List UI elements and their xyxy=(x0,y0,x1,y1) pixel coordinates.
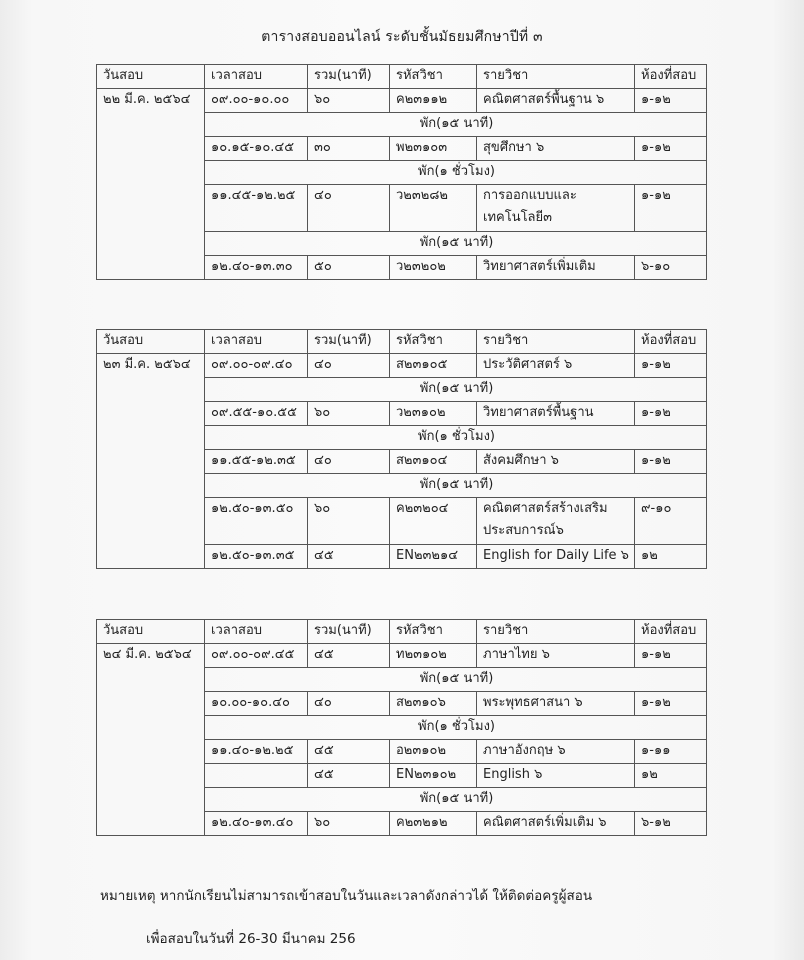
subject-code: ท๒๓๑๐๒ xyxy=(390,644,477,668)
exam-time: ๑๒.๔๐-๑๓.๓๐ xyxy=(205,256,308,280)
exam-time: ๑๒.๕๐-๑๓.๓๕ xyxy=(205,545,308,569)
exam-time: ๑๑.๔๐-๑๒.๒๕ xyxy=(205,740,308,764)
header-room: ห้องที่สอบ xyxy=(635,65,707,89)
break-label: พัก(๑ ชั่วโมง) xyxy=(205,716,707,740)
break-label: พัก(๑๕ นาที) xyxy=(205,788,707,812)
subject-code: ค๒๓๒๑๒ xyxy=(390,812,477,836)
exam-minutes: ๔๕ xyxy=(308,545,390,569)
exam-room: ๙-๑๐ xyxy=(635,498,707,545)
header-code: รหัสวิชา xyxy=(390,330,477,354)
subject-code: ค๒๓๑๑๒ xyxy=(390,89,477,113)
subject-name: English ๖ xyxy=(477,764,635,788)
exam-minutes: ๔๕ xyxy=(308,644,390,668)
exam-minutes: ๔๐ xyxy=(308,185,390,232)
note-makeup-dates: เพื่อสอบในวันที่ 26-30 มีนาคม 256 xyxy=(146,931,356,947)
subject-code: ส๒๓๑๐๖ xyxy=(390,692,477,716)
exam-minutes: ๓๐ xyxy=(308,137,390,161)
exam-room: ๑-๑๒ xyxy=(635,185,707,232)
header-row xyxy=(97,620,707,644)
subject-code: ว๒๓๑๐๒ xyxy=(390,402,477,426)
break-label: พัก(๑๕ นาที) xyxy=(205,232,707,256)
subject-name: ภาษาอังกฤษ ๖ xyxy=(477,740,635,764)
exam-time: ๐๙.๐๐-๐๙.๔๐ xyxy=(205,354,308,378)
exam-room: ๑-๑๒ xyxy=(635,402,707,426)
subject-code: ว๒๓๒๘๒ xyxy=(390,185,477,232)
header-room: ห้องที่สอบ xyxy=(635,330,707,354)
subject-code: ค๒๓๒๐๔ xyxy=(390,498,477,545)
exam-minutes: ๖๐ xyxy=(308,89,390,113)
exam-minutes: ๔๕ xyxy=(308,764,390,788)
subject-name: วิทยาศาสตร์พื้นฐาน xyxy=(477,402,635,426)
table-row xyxy=(97,89,707,113)
header-date: วันสอบ xyxy=(97,620,205,644)
exam-minutes: ๖๐ xyxy=(308,402,390,426)
header-time: เวลาสอบ xyxy=(205,330,308,354)
exam-room: ๑-๑๒ xyxy=(635,644,707,668)
break-label: พัก(๑๕ นาที) xyxy=(205,668,707,692)
exam-time: ๑๒.๔๐-๑๓.๔๐ xyxy=(205,812,308,836)
header-total: รวม(นาที) xyxy=(308,330,390,354)
subject-name: สุขศึกษา ๖ xyxy=(477,137,635,161)
subject-name: สังคมศึกษา ๖ xyxy=(477,450,635,474)
header-time: เวลาสอบ xyxy=(205,65,308,89)
subject-name: วิทยาศาสตร์เพิ่มเติม xyxy=(477,256,635,280)
exam-room: ๖-๑๒ xyxy=(635,812,707,836)
page-title: ตารางสอบออนไลน์ ระดับชั้นมัธยมศึกษาปีที่ ๓ xyxy=(261,29,543,45)
header-subject: รายวิชา xyxy=(477,620,635,644)
exam-minutes: ๔๐ xyxy=(308,692,390,716)
break-label: พัก(๑ ชั่วโมง) xyxy=(205,161,707,185)
exam-minutes: ๖๐ xyxy=(308,498,390,545)
subject-name: การออกแบบและเทคโนโลยี๓ xyxy=(477,185,635,232)
subject-name: คณิตศาสตร์สร้างเสริมประสบการณ์๖ xyxy=(477,498,635,545)
subject-name: ภาษาไทย ๖ xyxy=(477,644,635,668)
header-code: รหัสวิชา xyxy=(390,65,477,89)
exam-room: ๑๒ xyxy=(635,545,707,569)
exam-minutes: ๔๕ xyxy=(308,740,390,764)
subject-code: ส๒๓๑๐๔ xyxy=(390,450,477,474)
schedule-table-day3 xyxy=(96,619,707,836)
exam-room: ๑-๑๒ xyxy=(635,450,707,474)
header-total: รวม(นาที) xyxy=(308,620,390,644)
exam-minutes: ๖๐ xyxy=(308,812,390,836)
subject-code: EN๒๓๑๐๒ xyxy=(390,764,477,788)
exam-time: ๐๙.๐๐-๑๐.๐๐ xyxy=(205,89,308,113)
exam-room: ๖-๑๐ xyxy=(635,256,707,280)
header-room: ห้องที่สอบ xyxy=(635,620,707,644)
exam-room: ๑-๑๒ xyxy=(635,354,707,378)
subject-code: อ๒๓๑๐๒ xyxy=(390,740,477,764)
exam-minutes: ๕๐ xyxy=(308,256,390,280)
exam-minutes: ๔๐ xyxy=(308,450,390,474)
exam-room: ๑-๑๒ xyxy=(635,692,707,716)
header-subject: รายวิชา xyxy=(477,330,635,354)
exam-time xyxy=(205,764,308,788)
subject-name: คณิตศาสตร์เพิ่มเติม ๖ xyxy=(477,812,635,836)
header-row xyxy=(97,65,707,89)
subject-code: ส๒๓๑๐๕ xyxy=(390,354,477,378)
header-date: วันสอบ xyxy=(97,65,205,89)
schedule-table-day2 xyxy=(96,329,707,569)
header-code: รหัสวิชา xyxy=(390,620,477,644)
subject-name: ประวัติศาสตร์ ๖ xyxy=(477,354,635,378)
exam-time: ๑๑.๕๕-๑๒.๓๕ xyxy=(205,450,308,474)
subject-code: ว๒๓๒๐๒ xyxy=(390,256,477,280)
exam-time: ๑๐.๐๐-๑๐.๔๐ xyxy=(205,692,308,716)
subject-name: English for Daily Life ๖ xyxy=(477,545,635,569)
subject-code: พ๒๓๑๐๓ xyxy=(390,137,477,161)
header-total: รวม(นาที) xyxy=(308,65,390,89)
exam-time: ๑๒.๕๐-๑๓.๕๐ xyxy=(205,498,308,545)
exam-room: ๑-๑๒ xyxy=(635,89,707,113)
exam-date: ๒๒ มี.ค. ๒๕๖๔ xyxy=(97,89,205,280)
header-date: วันสอบ xyxy=(97,330,205,354)
exam-minutes: ๔๐ xyxy=(308,354,390,378)
exam-time: ๑๐.๑๕-๑๐.๔๕ xyxy=(205,137,308,161)
exam-time: ๐๙.๐๐-๐๙.๔๕ xyxy=(205,644,308,668)
exam-date: ๒๔ มี.ค. ๒๕๖๔ xyxy=(97,644,205,836)
exam-time: ๑๑.๔๕-๑๒.๒๕ xyxy=(205,185,308,232)
break-label: พัก(๑๕ นาที) xyxy=(205,378,707,402)
break-label: พัก(๑ ชั่วโมง) xyxy=(205,426,707,450)
break-label: พัก(๑๕ นาที) xyxy=(205,113,707,137)
note-text: หมายเหตุ หากนักเรียนไม่สามารถเข้าสอบในวันและเวลาดังกล่าวได้ ให้ติดต่อครูผู้สอน xyxy=(100,888,593,904)
exam-room: ๑๒ xyxy=(635,764,707,788)
schedule-table-day1 xyxy=(96,64,707,280)
break-label: พัก(๑๕ นาที) xyxy=(205,474,707,498)
header-subject: รายวิชา xyxy=(477,65,635,89)
exam-room: ๑-๑๑ xyxy=(635,740,707,764)
header-row xyxy=(97,330,707,354)
exam-time: ๐๙.๕๕-๑๐.๕๕ xyxy=(205,402,308,426)
exam-date: ๒๓ มี.ค. ๒๕๖๔ xyxy=(97,354,205,569)
subject-name: คณิตศาสตร์พื้นฐาน ๖ xyxy=(477,89,635,113)
exam-room: ๑-๑๒ xyxy=(635,137,707,161)
table-row xyxy=(97,354,707,378)
header-time: เวลาสอบ xyxy=(205,620,308,644)
table-row xyxy=(97,644,707,668)
subject-name: พระพุทธศาสนา ๖ xyxy=(477,692,635,716)
subject-code: EN๒๓๒๑๔ xyxy=(390,545,477,569)
